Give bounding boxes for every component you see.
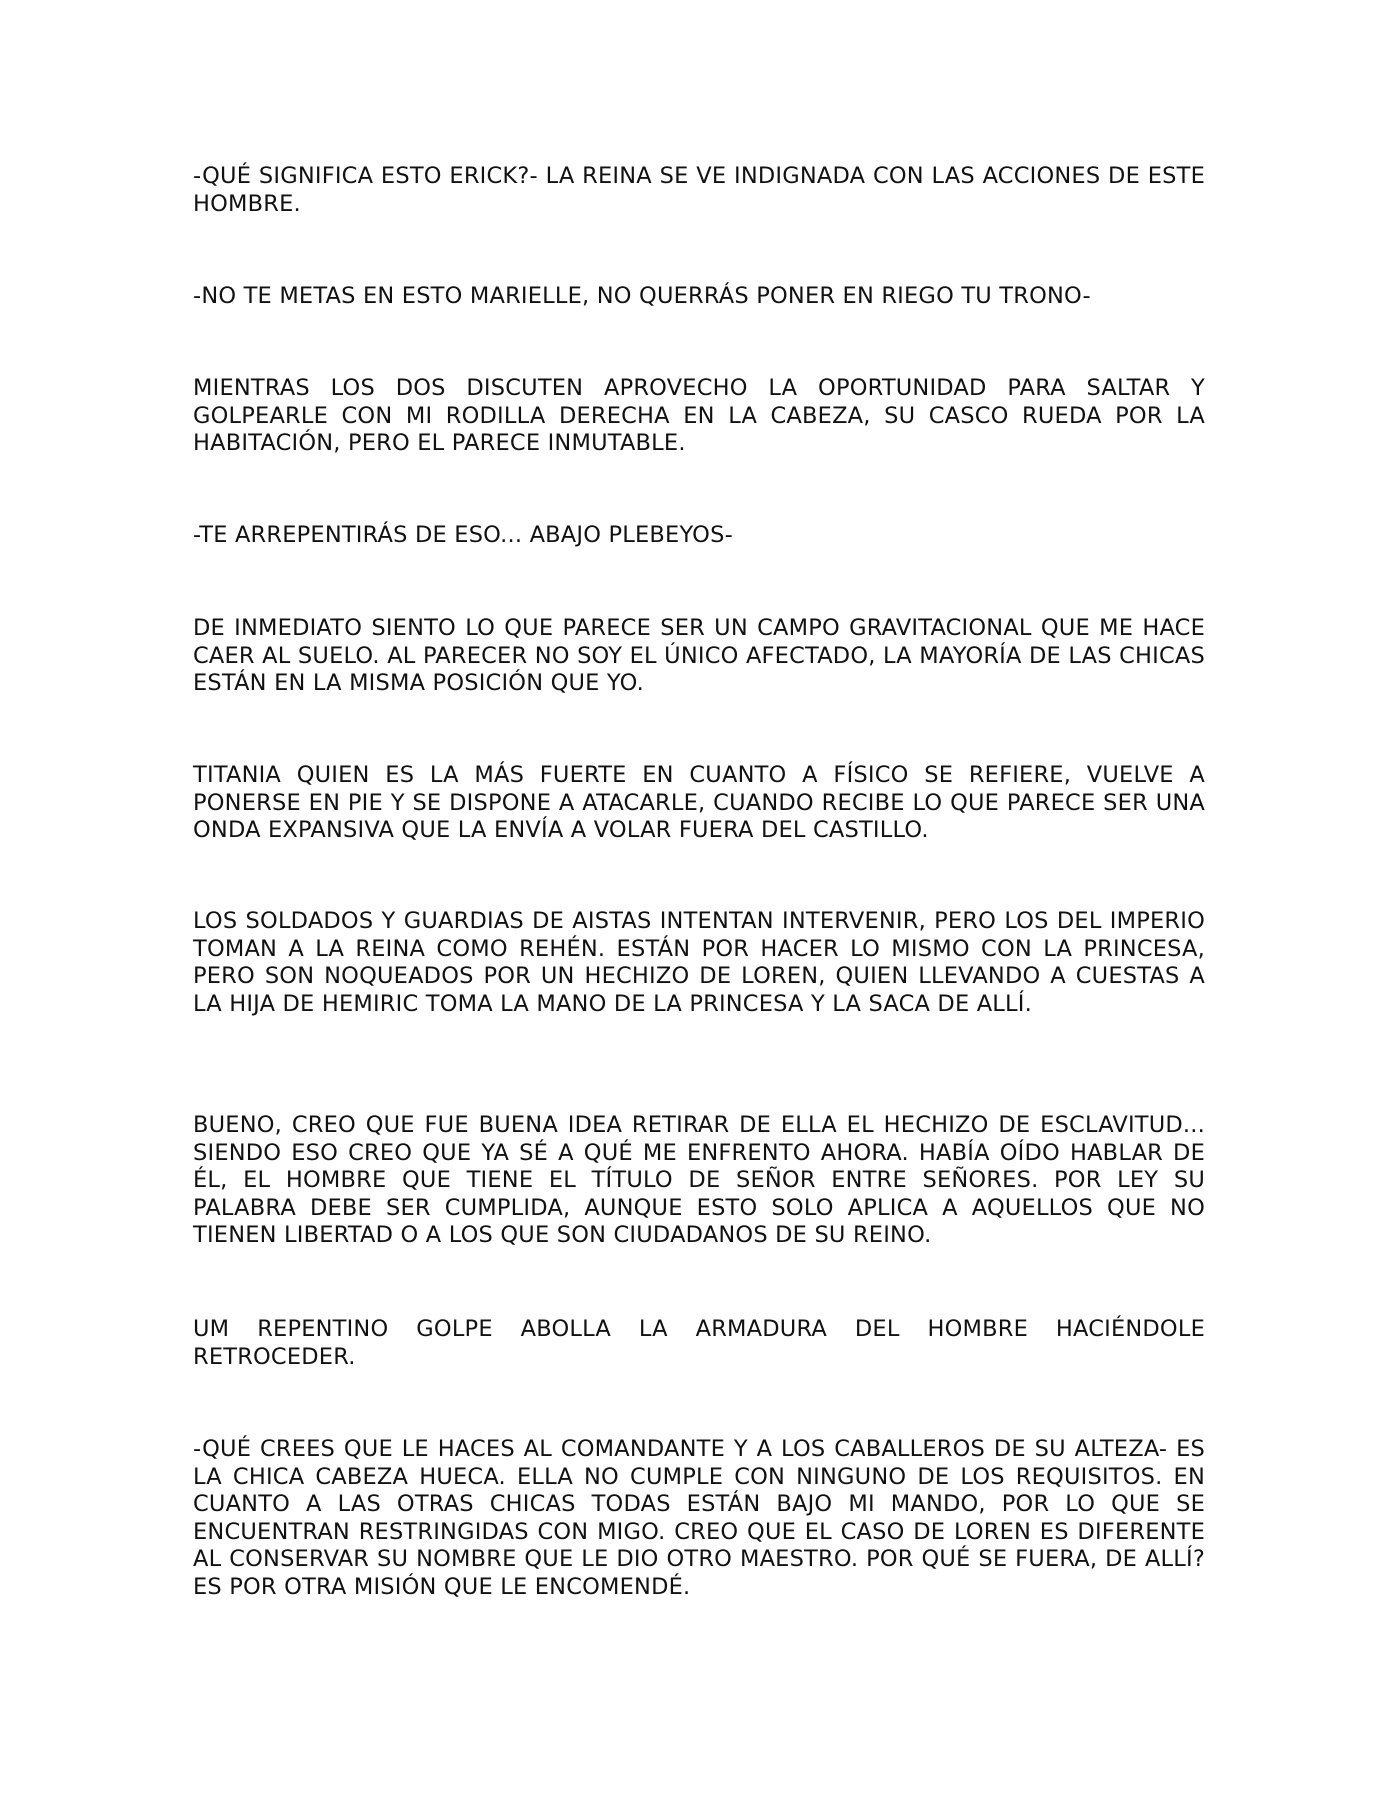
paragraph-6: TITANIA QUIEN ES LA MÁS FUERTE EN CUANTO A FÍSICO SE REFIERE, VUELVE A PONERSE EN PIE Y SE DISPONE A ATACARLE, CUANDO RECIBE LO QUE PARECE SER UNA ONDA EXPANSIVA QUE LA ENVÍA A VOLAR FUERA DEL CASTILLO. — [193, 762, 1205, 844]
paragraph-8: BUENO, CREO QUE FUE BUENA IDEA RETIRAR DE ELLA EL HECHIZO DE ESCLAVITUD... SIENDO ESO CREO QUE YA SÉ A QUÉ ME ENFRENTO AHORA. HABÍA OÍDO HABLAR DE ÉL, EL HOMBRE QUE TIENE EL TÍTULO DE SEÑOR ENTRE SEÑORES. POR LEY SU PALABRA DEBE SER CUMPLIDA, AUNQUE ESTO SOLO APLICA A AQUELLOS QUE NO TIENEN LIBERTAD O A LOS QUE SON CIUDADANOS DE SU REINO. — [193, 1112, 1205, 1249]
paragraph-3: MIENTRAS LOS DOS DISCUTEN APROVECHO LA OPORTUNIDAD PARA SALTAR Y GOLPEARLE CON MI RODILLA DERECHA EN LA CABEZA, SU CASCO RUEDA POR LA HABITACIÓN, PERO EL PARECE INMUTABLE. — [193, 375, 1205, 457]
paragraph-9: UM REPENTINO GOLPE ABOLLA LA ARMADURA DEL HOMBRE HACIÉNDOLE RETROCEDER. — [193, 1316, 1205, 1370]
paragraph-2: -NO TE METAS EN ESTO MARIELLE, NO QUERRÁS PONER EN RIEGO TU TRONO- — [193, 283, 1091, 309]
paragraph-10: -QUÉ CREES QUE LE HACES AL COMANDANTE Y A LOS CABALLEROS DE SU ALTEZA- ES LA CHICA CABEZA HUECA. ELLA NO CUMPLE CON NINGUNO DE LOS REQUISITOS. EN CUANTO A LAS OTRAS CHICAS TODAS ESTÁN BAJO MI MANDO, POR LO QUE SE ENCUENTRAN RESTRINGIDAS CON MIGO. CREO QUE EL CASO DE LOREN ES DIFERENTE AL CONSERVAR SU NOMBRE QUE LE DIO OTRO MAESTRO. POR QUÉ SE FUERA, DE ALLÍ? ES POR OTRA MISIÓN QUE LE ENCOMENDÉ. — [193, 1436, 1205, 1600]
paragraph-5: DE INMEDIATO SIENTO LO QUE PARECE SER UN CAMPO GRAVITACIONAL QUE ME HACE CAER AL SUELO. AL PARECER NO SOY EL ÚNICO AFECTADO, LA MAYORÍA DE LAS CHICAS ESTÁN EN LA MISMA POSICIÓN QUE YO. — [193, 615, 1205, 697]
paragraph-1: -QUÉ SIGNIFICA ESTO ERICK?- LA REINA SE VE INDIGNADA CON LAS ACCIONES DE ESTE HOMBRE. — [193, 163, 1205, 217]
paragraph-4: -TE ARREPENTIRÁS DE ESO... ABAJO PLEBEYOS- — [193, 522, 733, 548]
paragraph-7: LOS SOLDADOS Y GUARDIAS DE AISTAS INTENTAN INTERVENIR, PERO LOS DEL IMPERIO TOMAN A LA REINA COMO REHÉN. ESTÁN POR HACER LO MISMO CON LA PRINCESA, PERO SON NOQUEADOS POR UN HECHIZO DE LOREN, QUIEN LLEVANDO A CUESTAS A LA HIJA DE HEMIRIC TOMA LA MANO DE LA PRINCESA Y LA SACA DE ALLÍ. — [193, 908, 1205, 1017]
